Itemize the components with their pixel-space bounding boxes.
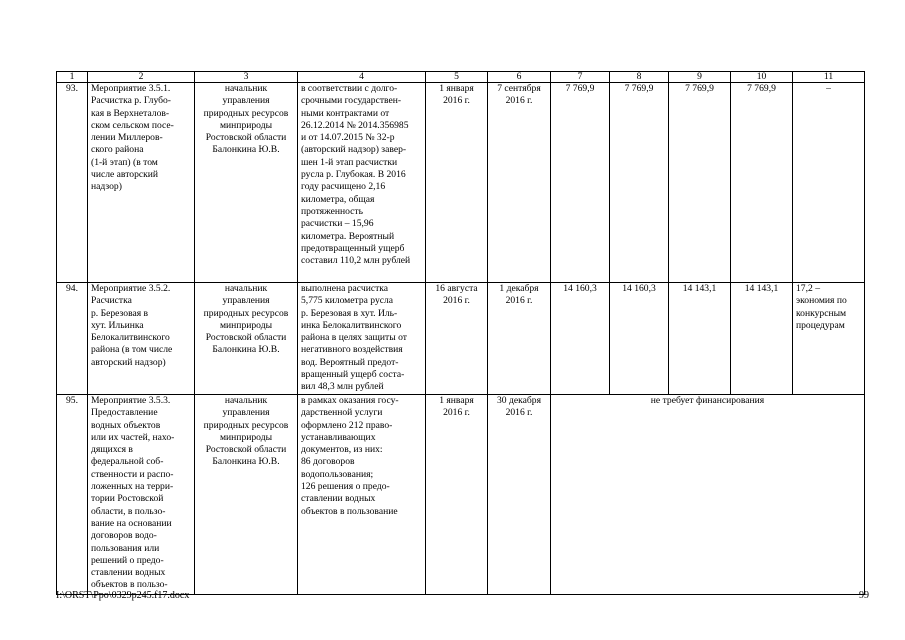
start-date-cell: 1 января 2016 г. [426,395,488,595]
start-date-cell: 16 августа 2016 г. [426,283,488,395]
table-row [57,395,865,595]
amount-cell: 14 143,1 [731,283,793,395]
amount-cell: 7 769,9 [669,83,731,283]
column-number: 10 [731,72,793,83]
result-cell: в рамках оказания госу- дарственной услуги оформлено 212 право- устанавливающих документов, из них: 86 договоров водопользования; 126 решения о предо- ставлении водных объектов в пользование [298,395,426,595]
page-number: 99 [859,590,869,601]
end-date-cell: 7 сентября 2016 г. [488,83,551,283]
column-number: 2 [88,72,195,83]
responsible-cell: начальник управления природных ресурсов минприроды Ростовской области Балонкина Ю.В. [195,83,298,283]
column-number: 5 [426,72,488,83]
column-number: 8 [610,72,669,83]
column-number: 1 [57,72,88,83]
note-cell: 17,2 – экономия по конкурсным процедурам [793,283,865,395]
column-number: 9 [669,72,731,83]
amount-cell: 14 160,3 [551,283,610,395]
row-number: 95. [57,395,88,595]
amount-cell: 7 769,9 [610,83,669,283]
responsible-cell: начальник управления природных ресурсов минприроды Ростовской области Балонкина Ю.В. [195,283,298,395]
start-date-cell: 1 января 2016 г. [426,83,488,283]
table-row [57,283,865,395]
report-table [56,71,865,595]
column-number: 6 [488,72,551,83]
end-date-cell: 30 декабря 2016 г. [488,395,551,595]
column-number: 4 [298,72,426,83]
row-number: 93. [57,83,88,283]
footer-file-path: I:\ORST\Ppo\0329p245.f17.docx [56,590,190,601]
end-date-cell: 1 декабря 2016 г. [488,283,551,395]
column-number: 11 [793,72,865,83]
measure-cell: Мероприятие 3.5.1. Расчистка р. Глубо- кая в Верхнеталов- ском сельском посе- лении Миллеров- ского района (1-й этап) (в том числе авторский надзор) [88,83,195,283]
column-number: 7 [551,72,610,83]
column-number: 3 [195,72,298,83]
measure-cell: Мероприятие 3.5.2. Расчистка р. Березовая в хут. Ильинка Белокалитвинского района (в том числе авторский надзор) [88,283,195,395]
result-cell: в соответствии с долго- срочными государствен- ными контрактами от 26.12.2014 № 2014.356985 и от 14.07.2015 № 32-р (авторский надзор) завер- шен 1-й этап расчистки русла р. Глубокая. В 2016 году расчищено 2,16 километра, общая протяженность расчистки – 15,96 километра. Вероятный предотвращенный ущерб составил 110,2 млн рублей [298,83,426,283]
note-cell: – [793,83,865,283]
responsible-cell: начальник управления природных ресурсов минприроды Ростовской области Балонкина Ю.В. [195,395,298,595]
financing-note-cell: не требует финансирования [551,395,865,595]
measure-cell: Мероприятие 3.5.3. Предоставление водных объектов или их частей, нахо- дящихся в федеральной соб- ственности и распо- ложенных на терри- тории Ростовской области, в пользо- вание на основании договоров водо- пользования или решений о предо- ставлении водных объектов в пользо- [88,395,195,595]
amount-cell: 7 769,9 [731,83,793,283]
amount-cell: 7 769,9 [551,83,610,283]
result-cell: выполнена расчистка 5,775 километра русла р. Березовая в хут. Иль- инка Белокалитвинского района в целях защиты от негативного воздействия вод. Вероятный предот- вращенный ущерб соста- вил 48,3 млн рублей [298,283,426,395]
amount-cell: 14 143,1 [669,283,731,395]
column-number-row [57,72,865,83]
row-number: 94. [57,283,88,395]
amount-cell: 14 160,3 [610,283,669,395]
table-row [57,83,865,283]
